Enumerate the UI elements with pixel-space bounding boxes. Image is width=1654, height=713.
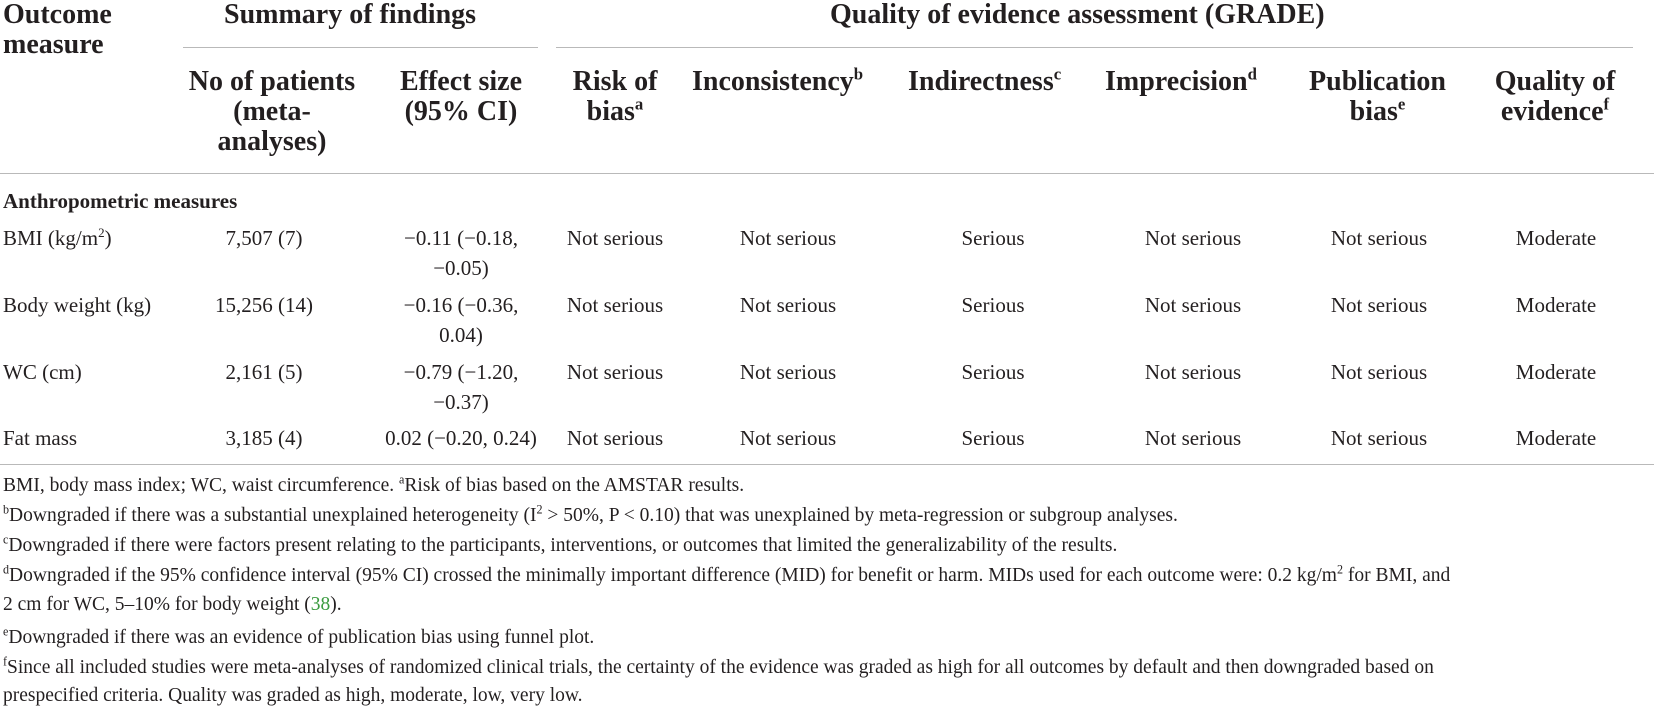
row-outcome	[3, 223, 112, 253]
row-publication-bias: Not serious	[1330, 360, 1428, 384]
header-publication-line2-text: bias	[1349, 96, 1398, 127]
footnote-c-sup: c	[3, 532, 9, 547]
row-effect	[385, 423, 537, 453]
footnote-b-pre: Downgraded if there was a substantial unexplained heterogeneity (I	[9, 505, 537, 526]
header-inconsistency-sup: b	[853, 64, 864, 84]
header-effect-line1: Effect size	[399, 66, 523, 97]
header-indirectness-sup: c	[1053, 64, 1062, 84]
row-imprecision: Not serious	[1144, 293, 1242, 317]
row-risk-of-bias: Not serious	[566, 226, 664, 250]
row-effect	[404, 223, 518, 283]
row-effect-line1: 0.02 (−0.20, 0.24)	[385, 426, 537, 450]
row-risk-of-bias: Not serious	[566, 426, 664, 450]
header-risk-line2	[555, 94, 675, 127]
row-outcome-tail: )	[104, 226, 112, 250]
row-patients: 7,507 (7)	[225, 226, 303, 250]
row-outcome-text: BMI (kg/m	[3, 226, 99, 250]
row-imprecision: Not serious	[1144, 426, 1242, 450]
row-effect	[404, 290, 519, 350]
section-label: Anthropometric measures	[3, 189, 238, 213]
header-no-of-patients	[176, 67, 368, 157]
row-outcome-sup: 2	[98, 225, 105, 240]
header-publication-bias	[1290, 67, 1465, 127]
header-patients-line2: (meta-	[233, 96, 311, 127]
header-effect-size	[386, 67, 536, 127]
header-imprecision-text: Imprecision	[1105, 66, 1248, 97]
footnote-d-post: for BMI, and	[1343, 565, 1451, 586]
footnote-f-sup: f	[3, 654, 8, 669]
row-indirectness: Serious	[961, 426, 1025, 450]
row-indirectness: Serious	[961, 293, 1025, 317]
header-risk-sup: a	[634, 94, 644, 114]
row-patients: 15,256 (14)	[215, 293, 313, 317]
header-outcome-line1: Outcome	[3, 0, 112, 30]
header-imprecision	[1105, 64, 1257, 97]
row-effect-line2: −0.05)	[433, 256, 489, 280]
header-indirectness	[908, 64, 1062, 97]
footnote-b-sup: b	[3, 502, 10, 517]
header-risk-line2-text: bias	[586, 96, 635, 127]
header-outcome-measure	[3, 0, 112, 60]
row-patients: 3,185 (4)	[225, 426, 303, 450]
header-publication-line1: Publication	[1309, 66, 1446, 97]
header-imprecision-sup: d	[1247, 64, 1257, 84]
footnote-d-line2-post: ).	[330, 594, 342, 615]
header-quality-of-evidence	[1480, 67, 1630, 127]
row-risk-of-bias: Not serious	[566, 360, 664, 384]
footnote-e-text: Downgraded if there was an evidence of publication bias using funnel plot.	[8, 627, 595, 648]
row-imprecision: Not serious	[1144, 360, 1242, 384]
row-publication-bias: Not serious	[1330, 226, 1428, 250]
row-publication-bias: Not serious	[1330, 293, 1428, 317]
row-publication-bias: Not serious	[1330, 426, 1428, 450]
row-effect-line1: −0.16 (−0.36,	[403, 293, 519, 317]
header-quality-sup: f	[1603, 94, 1610, 114]
row-quality: Moderate	[1515, 226, 1597, 250]
footnote-b-sup2: 2	[536, 502, 543, 517]
header-publication-line2	[1290, 94, 1465, 127]
row-effect-line2: 0.04)	[439, 323, 483, 347]
footnote-abbrev	[3, 471, 744, 501]
footnote-abbrev-text: BMI, body mass index; WC, waist circumference.	[3, 475, 400, 496]
footnote-d	[3, 561, 1450, 591]
row-inconsistency: Not serious	[739, 293, 837, 317]
header-risk-line1: Risk of	[572, 66, 658, 97]
row-quality: Moderate	[1515, 293, 1597, 317]
header-patients-line1: No of patients	[188, 66, 356, 97]
footnote-b	[3, 501, 1178, 531]
quality-group-rule	[556, 47, 1633, 48]
footnote-e	[3, 623, 594, 653]
row-effect-line1: −0.79 (−1.20,	[403, 360, 519, 384]
header-publication-sup: e	[1397, 94, 1406, 114]
header-patients-line3: analyses)	[217, 126, 327, 157]
row-patients: 2,161 (5)	[225, 360, 303, 384]
row-inconsistency: Not serious	[739, 226, 837, 250]
row-quality: Moderate	[1515, 360, 1597, 384]
row-outcome: Fat mass	[3, 426, 78, 450]
footnote-f	[3, 653, 1434, 683]
row-risk-of-bias: Not serious	[566, 293, 664, 317]
reference-link[interactable]: 38	[310, 594, 331, 615]
header-summary-of-findings: Summary of findings	[224, 0, 477, 30]
footnote-e-sup: e	[3, 624, 9, 639]
summary-group-rule	[183, 47, 538, 48]
header-quality-line2	[1480, 94, 1630, 127]
footnote-d-line2-pre: 2 cm for WC, 5–10% for body weight (	[3, 594, 311, 615]
row-effect-line2: −0.37)	[433, 390, 489, 414]
footnote-d-pre: Downgraded if the 95% confidence interval (95% CI) crossed the minimally important difference (MID) for benefit or harm. MIDs used for each outcome were: 0.2 kg/m	[9, 565, 1337, 586]
footnote-a-sup: a	[399, 472, 405, 487]
footnote-b-post: > 50%, P < 0.10) that was unexplained by meta-regression or subgroup analyses.	[542, 505, 1178, 526]
header-indirectness-text: Indirectness	[908, 66, 1054, 97]
row-inconsistency: Not serious	[739, 426, 837, 450]
header-quality-line2-text: evidence	[1500, 96, 1604, 127]
header-effect-line2: (95% CI)	[404, 96, 518, 127]
footnote-d-sup: d	[3, 562, 10, 577]
header-inconsistency-text: Inconsistency	[692, 66, 854, 97]
footnote-d-sup2: 2	[1336, 562, 1344, 577]
header-inconsistency	[692, 64, 864, 97]
row-quality: Moderate	[1515, 426, 1597, 450]
header-outcome-line2: measure	[3, 29, 104, 60]
row-effect	[404, 357, 519, 417]
footnote-a-text: Risk of bias based on the AMSTAR results.	[404, 475, 745, 496]
header-quality-line1: Quality of	[1494, 66, 1616, 97]
row-effect-line1: −0.11 (−0.18,	[404, 226, 518, 250]
row-indirectness: Serious	[961, 360, 1025, 384]
row-indirectness: Serious	[961, 226, 1025, 250]
footnote-f-line1: Since all included studies were meta-analyses of randomized clinical trials, the certainty of the evidence was graded as high for all outcomes by default and then downgraded based on	[7, 657, 1434, 678]
header-bottom-rule	[0, 173, 1654, 174]
row-outcome: WC (cm)	[3, 360, 82, 384]
header-quality-assessment: Quality of evidence assessment (GRADE)	[830, 0, 1325, 30]
table-bottom-rule	[0, 464, 1654, 465]
row-inconsistency: Not serious	[739, 360, 837, 384]
header-risk-of-bias	[555, 67, 675, 127]
row-imprecision: Not serious	[1144, 226, 1242, 250]
footnote-f-line2: prespecified criteria. Quality was graded as high, moderate, low, very low.	[3, 685, 583, 706]
footnote-d-line2	[3, 590, 342, 620]
footnote-c	[3, 531, 1117, 561]
row-outcome: Body weight (kg)	[3, 293, 152, 317]
footnote-c-text: Downgraded if there were factors present relating to the participants, interventions, or outcomes that limited the generalizability of the results.	[8, 535, 1118, 556]
